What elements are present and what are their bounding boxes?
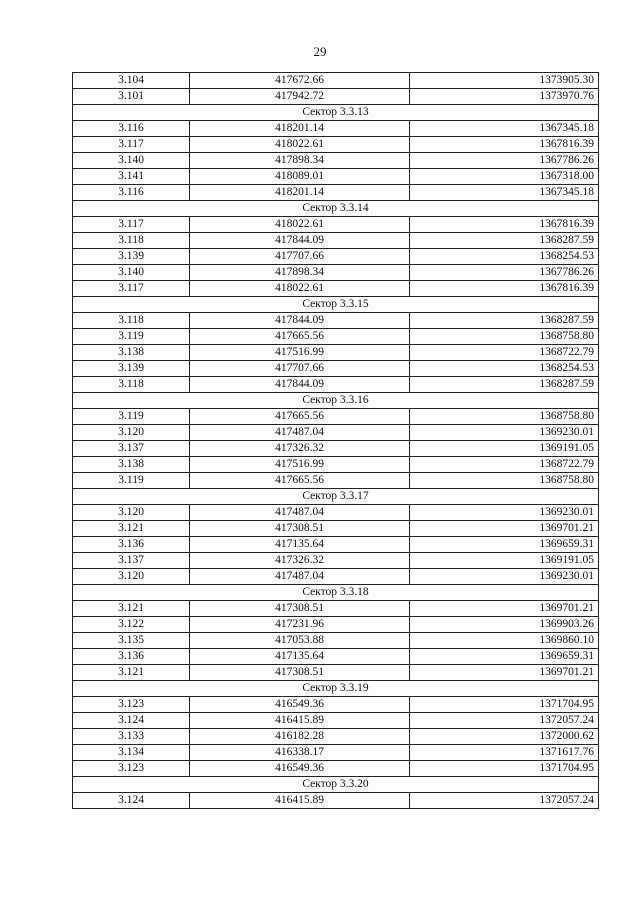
x-coordinate-cell: 417942.72: [190, 89, 410, 105]
y-coordinate-cell: 1369230.01: [410, 505, 599, 521]
x-coordinate-cell: 418089.01: [190, 169, 410, 185]
x-coordinate-cell: 416338.17: [190, 745, 410, 761]
table-row: [73, 633, 599, 649]
x-coordinate-cell: 417487.04: [190, 425, 410, 441]
sector-header-row: [73, 489, 599, 505]
x-coordinate-cell: 418201.14: [190, 185, 410, 201]
y-coordinate-cell: 1369191.05: [410, 441, 599, 457]
x-coordinate-cell: 417672.66: [190, 73, 410, 89]
table-row: [73, 281, 599, 297]
y-coordinate-cell: 1368287.59: [410, 233, 599, 249]
point-number-cell: 3.123: [73, 697, 190, 713]
point-number-cell: 3.104: [73, 73, 190, 89]
y-coordinate-cell: 1371617.76: [410, 745, 599, 761]
y-coordinate-cell: 1368254.53: [410, 249, 599, 265]
x-coordinate-cell: 417844.09: [190, 313, 410, 329]
sector-header-row: [73, 585, 599, 601]
y-coordinate-cell: 1367816.39: [410, 281, 599, 297]
sector-title: Сектор 3.3.15: [73, 297, 599, 313]
y-coordinate-cell: 1369903.26: [410, 617, 599, 633]
table-row: [73, 89, 599, 105]
sector-title: Сектор 3.3.18: [73, 585, 599, 601]
x-coordinate-cell: 417308.51: [190, 665, 410, 681]
y-coordinate-cell: 1369701.21: [410, 521, 599, 537]
point-number-cell: 3.121: [73, 521, 190, 537]
sector-header-row: [73, 393, 599, 409]
x-coordinate-cell: 417231.96: [190, 617, 410, 633]
sector-title: Сектор 3.3.14: [73, 201, 599, 217]
table-row: [73, 409, 599, 425]
point-number-cell: 3.116: [73, 185, 190, 201]
y-coordinate-cell: 1371704.95: [410, 761, 599, 777]
point-number-cell: 3.139: [73, 361, 190, 377]
table-row: [73, 713, 599, 729]
point-number-cell: 3.118: [73, 313, 190, 329]
y-coordinate-cell: 1372057.24: [410, 713, 599, 729]
table-row: [73, 601, 599, 617]
table-row: [73, 617, 599, 633]
point-number-cell: 3.117: [73, 217, 190, 233]
sector-header-row: [73, 105, 599, 121]
point-number-cell: 3.118: [73, 377, 190, 393]
x-coordinate-cell: 417665.56: [190, 329, 410, 345]
table-row: [73, 345, 599, 361]
point-number-cell: 3.119: [73, 329, 190, 345]
y-coordinate-cell: 1369701.21: [410, 601, 599, 617]
x-coordinate-cell: 417898.34: [190, 153, 410, 169]
x-coordinate-cell: 417844.09: [190, 377, 410, 393]
sector-title: Сектор 3.3.19: [73, 681, 599, 697]
y-coordinate-cell: 1367345.18: [410, 121, 599, 137]
sector-header-row: [73, 201, 599, 217]
y-coordinate-cell: 1368287.59: [410, 377, 599, 393]
point-number-cell: 3.138: [73, 457, 190, 473]
sector-header-row: [73, 681, 599, 697]
y-coordinate-cell: 1369230.01: [410, 569, 599, 585]
table-row: [73, 569, 599, 585]
y-coordinate-cell: 1369860.10: [410, 633, 599, 649]
table-row: [73, 425, 599, 441]
point-number-cell: 3.116: [73, 121, 190, 137]
sector-title: Сектор 3.3.17: [73, 489, 599, 505]
point-number-cell: 3.124: [73, 713, 190, 729]
x-coordinate-cell: 416182.28: [190, 729, 410, 745]
table-row: [73, 137, 599, 153]
y-coordinate-cell: 1368758.80: [410, 329, 599, 345]
point-number-cell: 3.141: [73, 169, 190, 185]
y-coordinate-cell: 1369230.01: [410, 425, 599, 441]
point-number-cell: 3.121: [73, 601, 190, 617]
x-coordinate-cell: 418022.61: [190, 217, 410, 233]
y-coordinate-cell: 1367786.26: [410, 265, 599, 281]
table-row: [73, 73, 599, 89]
x-coordinate-cell: 417326.32: [190, 441, 410, 457]
y-coordinate-cell: 1368758.80: [410, 409, 599, 425]
sector-header-row: [73, 777, 599, 793]
point-number-cell: 3.135: [73, 633, 190, 649]
y-coordinate-cell: 1372057.24: [410, 793, 599, 809]
point-number-cell: 3.122: [73, 617, 190, 633]
table-row: [73, 169, 599, 185]
table-row: [73, 377, 599, 393]
table-row: [73, 649, 599, 665]
y-coordinate-cell: 1367816.39: [410, 137, 599, 153]
point-number-cell: 3.139: [73, 249, 190, 265]
point-number-cell: 3.117: [73, 281, 190, 297]
x-coordinate-cell: 417516.99: [190, 345, 410, 361]
table-row: [73, 121, 599, 137]
x-coordinate-cell: 416549.36: [190, 697, 410, 713]
x-coordinate-cell: 418022.61: [190, 137, 410, 153]
point-number-cell: 3.133: [73, 729, 190, 745]
table-row: [73, 793, 599, 809]
y-coordinate-cell: 1368287.59: [410, 313, 599, 329]
y-coordinate-cell: 1367786.26: [410, 153, 599, 169]
x-coordinate-cell: 417053.88: [190, 633, 410, 649]
table-row: [73, 473, 599, 489]
y-coordinate-cell: 1368254.53: [410, 361, 599, 377]
table-row: [73, 361, 599, 377]
point-number-cell: 3.119: [73, 409, 190, 425]
x-coordinate-cell: 417135.64: [190, 649, 410, 665]
y-coordinate-cell: 1368758.80: [410, 473, 599, 489]
point-number-cell: 3.140: [73, 153, 190, 169]
y-coordinate-cell: 1371704.95: [410, 697, 599, 713]
point-number-cell: 3.123: [73, 761, 190, 777]
table-row: [73, 233, 599, 249]
table-row: [73, 761, 599, 777]
table-row: [73, 505, 599, 521]
x-coordinate-cell: 417844.09: [190, 233, 410, 249]
y-coordinate-cell: 1369701.21: [410, 665, 599, 681]
y-coordinate-cell: 1369659.31: [410, 537, 599, 553]
sector-header-row: [73, 297, 599, 313]
table-row: [73, 185, 599, 201]
x-coordinate-cell: 417326.32: [190, 553, 410, 569]
point-number-cell: 3.118: [73, 233, 190, 249]
x-coordinate-cell: 417308.51: [190, 601, 410, 617]
point-number-cell: 3.138: [73, 345, 190, 361]
table-row: [73, 537, 599, 553]
x-coordinate-cell: 417665.56: [190, 473, 410, 489]
table-row: [73, 265, 599, 281]
table-row: [73, 217, 599, 233]
y-coordinate-cell: 1369191.05: [410, 553, 599, 569]
x-coordinate-cell: 417308.51: [190, 521, 410, 537]
x-coordinate-cell: 417487.04: [190, 569, 410, 585]
table-row: [73, 329, 599, 345]
point-number-cell: 3.120: [73, 425, 190, 441]
table-row: [73, 665, 599, 681]
x-coordinate-cell: 417707.66: [190, 249, 410, 265]
point-number-cell: 3.117: [73, 137, 190, 153]
y-coordinate-cell: 1372000.62: [410, 729, 599, 745]
table-row: [73, 313, 599, 329]
coordinates-table: [72, 72, 599, 809]
x-coordinate-cell: 417898.34: [190, 265, 410, 281]
point-number-cell: 3.137: [73, 553, 190, 569]
x-coordinate-cell: 416415.89: [190, 793, 410, 809]
x-coordinate-cell: 417487.04: [190, 505, 410, 521]
point-number-cell: 3.119: [73, 473, 190, 489]
point-number-cell: 3.136: [73, 649, 190, 665]
sector-title: Сектор 3.3.16: [73, 393, 599, 409]
x-coordinate-cell: 417135.64: [190, 537, 410, 553]
table-row: [73, 697, 599, 713]
point-number-cell: 3.120: [73, 505, 190, 521]
y-coordinate-cell: 1367816.39: [410, 217, 599, 233]
table-row: [73, 729, 599, 745]
point-number-cell: 3.134: [73, 745, 190, 761]
y-coordinate-cell: 1373905.30: [410, 73, 599, 89]
y-coordinate-cell: 1369659.31: [410, 649, 599, 665]
sector-title: Сектор 3.3.20: [73, 777, 599, 793]
point-number-cell: 3.140: [73, 265, 190, 281]
x-coordinate-cell: 416549.36: [190, 761, 410, 777]
y-coordinate-cell: 1367345.18: [410, 185, 599, 201]
x-coordinate-cell: 418022.61: [190, 281, 410, 297]
x-coordinate-cell: 416415.89: [190, 713, 410, 729]
point-number-cell: 3.136: [73, 537, 190, 553]
y-coordinate-cell: 1368722.79: [410, 457, 599, 473]
table-row: [73, 745, 599, 761]
x-coordinate-cell: 417665.56: [190, 409, 410, 425]
page-number: 29: [313, 44, 327, 59]
y-coordinate-cell: 1367318.00: [410, 169, 599, 185]
y-coordinate-cell: 1368722.79: [410, 345, 599, 361]
sector-title: Сектор 3.3.13: [73, 105, 599, 121]
x-coordinate-cell: 418201.14: [190, 121, 410, 137]
table-row: [73, 153, 599, 169]
x-coordinate-cell: 417516.99: [190, 457, 410, 473]
point-number-cell: 3.120: [73, 569, 190, 585]
table-row: [73, 521, 599, 537]
table-row: [73, 441, 599, 457]
table-row: [73, 553, 599, 569]
y-coordinate-cell: 1373970.76: [410, 89, 599, 105]
point-number-cell: 3.124: [73, 793, 190, 809]
table-row: [73, 249, 599, 265]
point-number-cell: 3.137: [73, 441, 190, 457]
table-row: [73, 457, 599, 473]
point-number-cell: 3.121: [73, 665, 190, 681]
coordinates-table-body: [73, 73, 599, 809]
point-number-cell: 3.101: [73, 89, 190, 105]
x-coordinate-cell: 417707.66: [190, 361, 410, 377]
